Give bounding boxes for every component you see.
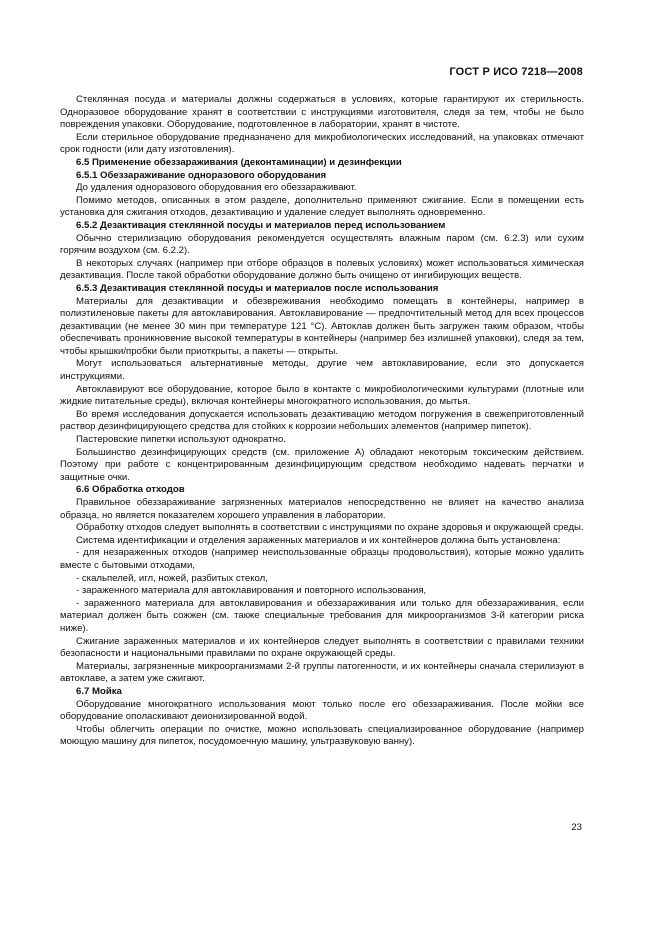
paragraph: Чтобы облегчить операции по очистке, можно использовать специализированное оборудование (например моющую машину для пипеток, посудомоечную машину, ультразвуковую ванну).	[60, 723, 584, 748]
document-body	[60, 94, 584, 749]
section-heading: 6.6 Обработка отходов	[76, 484, 185, 496]
paragraph: Материалы, загрязненные микроорганизмами 2-й группы патогенности, и их контейнеры сначала стерилизуют в автоклаве, а затем уже сжигают.	[60, 660, 584, 685]
paragraph: Помимо методов, описанных в этом разделе, дополнительно применяют сжигание. Если в помещении есть установка для сжигания отходов, дезактивацию и удаление следует выполнять одновременно.	[60, 194, 584, 219]
paragraph: Обработку отходов следует выполнять в соответствии с инструкциями по охране здоровья и окружающей среды.	[76, 522, 584, 534]
section-heading: 6.5 Применение обеззараживания (деконтаминации) и дезинфекции	[76, 156, 402, 168]
paragraph: До удаления одноразового оборудования его обеззараживают.	[76, 182, 357, 194]
list-item: - зараженного материала для автоклавирования и обеззараживания или только для обеззараживания, если материал должен быть сожжен (см. также специальные требования для микроорганизмов 3-й категории риска ниже).	[60, 597, 584, 634]
paragraph: Во время исследования допускается использовать дезактивацию методом погружения в свежеприготовленный раствор дезинфицирующего средства для стойких к коррозии небольших элементов (например пипеток).	[60, 408, 584, 433]
paragraph: Большинство дезинфицирующих средств (см. приложение А) обладают некоторым токсическим действием. Поэтому при работе с концентрированным дезинфицирующим средством необходимо надевать перчатки и защитные очки.	[60, 446, 584, 483]
paragraph: Материалы для дезактивации и обезвреживания необходимо помещать в контейнеры, например в полиэтиленовые пакеты для автоклавирования. Автоклавирование — предпочтительный метод для всех процессов дезактивации (не менее 30 мин при температуре 121 °С). Автоклав должен быть загружен таким образом, чтобы обеспечивать проникновение высокой температуры в контейнеры (например без излишней упаковки), следя за тем, чтобы крышки/пробки были приоткрыты, а пакеты — открыты.	[60, 295, 584, 357]
paragraph: Если стерильное оборудование предназначено для микробиологических исследований, на упаковках отмечают срок годности (или дату изготовления).	[60, 131, 584, 156]
paragraph: В некоторых случаях (например при отборе образцов в полевых условиях) может использоваться химическая дезактивация. После такой обработки оборудование должно быть очищено от ингибирующих веществ.	[60, 257, 584, 282]
paragraph: Оборудование многократного использования моют только после его обеззараживания. После мойки все оборудование ополаскивают деионизированной водой.	[60, 698, 584, 723]
paragraph: Стеклянная посуда и материалы должны содержаться в условиях, которые гарантируют их стерильность. Одноразовое оборудование хранят в соответствии с инструкциями изготовителя, следя за тем, чтобы не было повреждения упаковки. Оборудование, подготовленное в лаборатории, хранят в чистоте.	[60, 94, 584, 131]
subsection-heading: 6.5.1 Обеззараживание одноразового оборудования	[76, 169, 327, 181]
paragraph: Пастеровские пипетки используют однократно.	[76, 434, 286, 446]
page-number: 23	[571, 822, 582, 833]
paragraph: Автоклавируют все оборудование, которое было в контакте с микробиологическими культурами (плотные или жидкие питательные среды), включая контейнеры многократного использования, до мытья.	[60, 383, 584, 408]
section-heading: 6.7 Мойка	[76, 685, 122, 697]
paragraph: Обычно стерилизацию оборудования рекомендуется осуществлять влажным паром (см. 6.2.3) или сухим горячим воздухом (см. 6.2.2).	[60, 232, 584, 257]
paragraph: Система идентификации и отделения зараженных материалов и их контейнеров должна быть установлена:	[76, 534, 561, 546]
paragraph: Правильное обеззараживание загрязненных материалов непосредственно не влияет на качество анализа образца, но является показателем хорошего управления в лаборатории.	[60, 497, 584, 521]
paragraph: Могут использоваться альтернативные методы, другие чем автоклавирование, если это допускается инструкциями.	[60, 358, 584, 383]
paragraph: Сжигание зараженных материалов и их контейнеров следует выполнять в соответствии с правилами техники безопасности и национальными правилами по охране окружающей среды.	[60, 635, 584, 660]
list-item: - зараженного материала для автоклавирования и повторного использования,	[76, 585, 427, 597]
page-header: ГОСТ Р ИСО 7218—2008	[449, 66, 583, 78]
subsection-heading: 6.5.2 Дезактивация стеклянной посуды и материалов перед использованием	[76, 219, 446, 231]
list-item: - скальпелей, игл, ножей, разбитых стекол,	[76, 572, 268, 584]
subsection-heading: 6.5.3 Дезактивация стеклянной посуды и материалов после использования	[76, 282, 439, 294]
list-item: - для незараженных отходов (например неиспользованные образцы продовольствия), которые можно удалить вместе с бытовыми отходами,	[60, 547, 584, 571]
